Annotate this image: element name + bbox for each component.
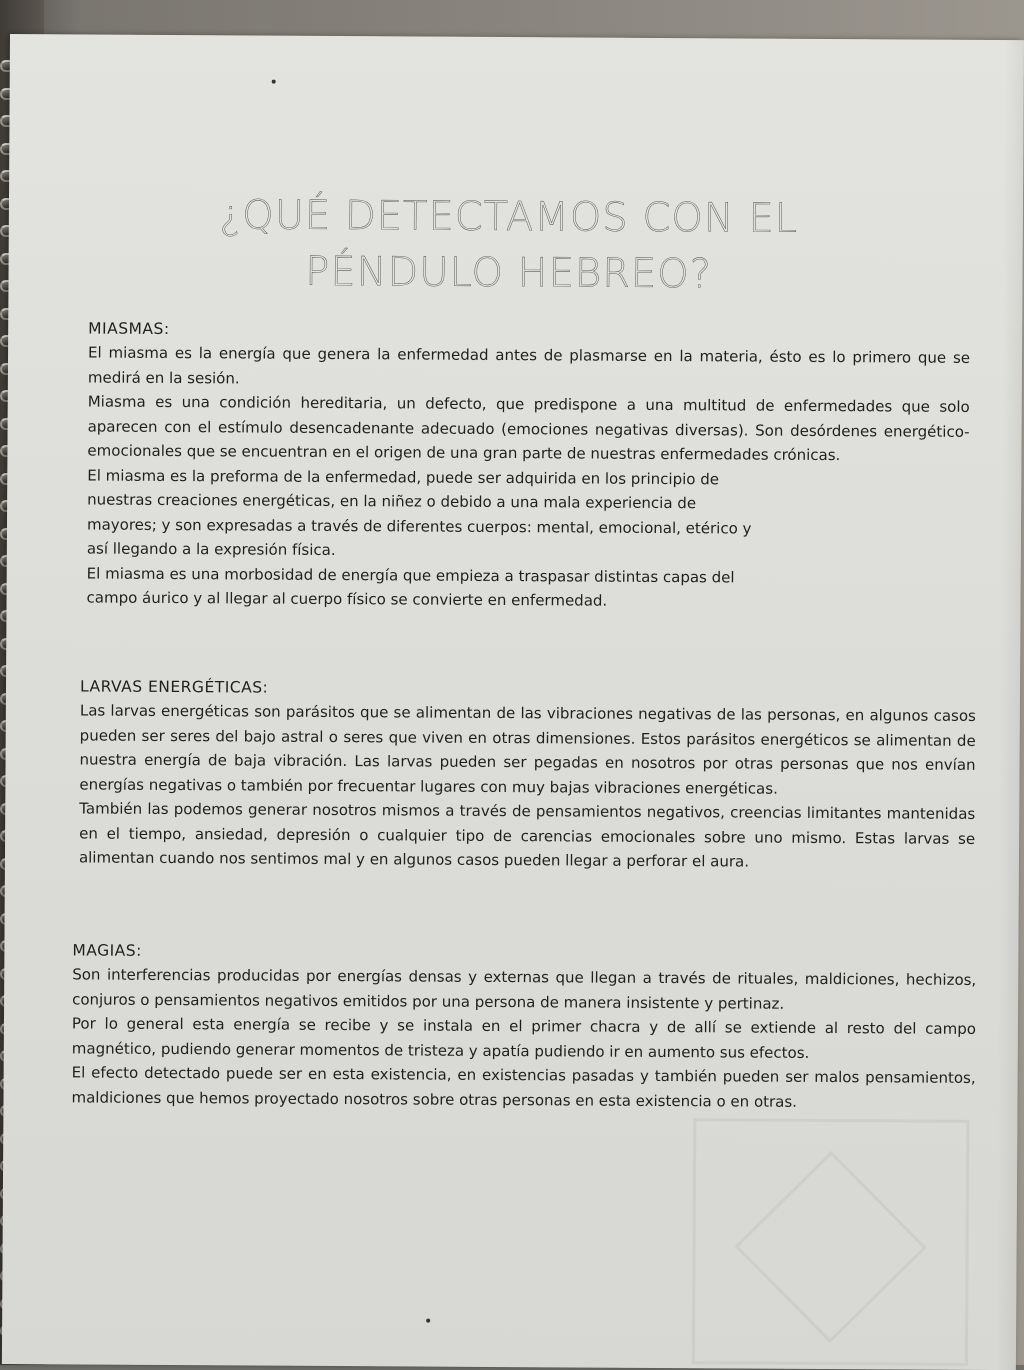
section-paragraph: El efecto detectado puede ser en esta existencia, en existencias pasadas y también pueden ser malos pensamientos, maldiciones que hemos proyectado nosotros sobre otras personas en esta existencia o en otras. bbox=[71, 1063, 976, 1111]
section-miasmas bbox=[86, 316, 970, 615]
section-heading: MIASMAS: bbox=[88, 319, 170, 338]
section-paragraph: También las podemos generar nosotros mismos a través de pensamientos negativos, creencias limitantes mantenidas en el tiempo, ansiedad, depresión o cualquier tipo de carencias emocionales sobre uno mismo. Estas larvas se alimentan cuando nos sentimos mal y en algunos casos pueden llegar a perforar el aura. bbox=[78, 799, 976, 871]
section-heading: LARVAS ENERGÉTICAS: bbox=[79, 677, 269, 697]
section-paragraph: Por lo general esta energía se recibe y se instala en el primer chacra y de allí se extiende al resto del campo magnético, pudiendo generar momentos de tristeza y apatía pudiendo ir en aumento sus efectos. bbox=[71, 1014, 976, 1062]
section-paragraph: El miasma es una morbosidad de energía que empieza a traspasar distintas capas del campo áurico y al llegar al cuerpo físico se convierte en enfermedad. bbox=[86, 563, 735, 610]
title-line-2: PÉNDULO HEBREO? bbox=[305, 248, 713, 298]
page-speck bbox=[426, 1319, 430, 1323]
section-paragraph: El miasma es la energía que genera la enfermedad antes de plasmarse en la materia, ésto es lo primero que se medirá en la sesión. bbox=[87, 343, 971, 387]
section-magias bbox=[71, 938, 976, 1115]
section-larvas-energeticas bbox=[79, 674, 976, 875]
page-speck bbox=[272, 80, 276, 84]
section-heading: MAGIAS: bbox=[72, 941, 142, 960]
page-title bbox=[108, 186, 909, 303]
section-paragraph: Son interferencias producidas por energías densas y externas que llegan a través de rituales, maldiciones, hechizos, conjuros o pensamientos negativos emitidos por una persona de manera insistente y pertinaz. bbox=[72, 965, 977, 1013]
section-paragraph: Las larvas energéticas son parásitos que se alimentan de las vibraciones negativas de las personas, en algunos casos pueden ser seres del bajo astral o seres que viven en otras dimensiones. Estos parásitos energéticos se alimentan de nuestra energía de baja vibración. Las larvas pueden ser pegadas en nosotros por otras personas que nos envían energías negativas o también por frecuentar lugares con muy bajas vibraciones energéticas. bbox=[79, 701, 976, 798]
notebook-page bbox=[2, 34, 1024, 1370]
section-paragraph: El miasma es la preforma de la enfermedad, puede ser adquirida en los principio de nuestras creaciones energéticas, en la niñez o debido a una mala experiencia de mayores; y son expresadas a través de diferentes cuerpos: mental, emocional, etérico y así llegando a la expresión física. bbox=[86, 465, 752, 559]
title-line-1: ¿QUÉ DETECTAMOS CON EL bbox=[219, 192, 799, 242]
section-paragraph: Miasma es una condición hereditaria, un defecto, que predispone a una multitud de enfermedades que solo aparecen con el estímulo desencadenante adecuado (emociones negativas diversas). Son desórdenes energético-emocionales que se encuentran en el origen de una gran parte de nuestras enfermedades crónicas. bbox=[87, 392, 970, 465]
